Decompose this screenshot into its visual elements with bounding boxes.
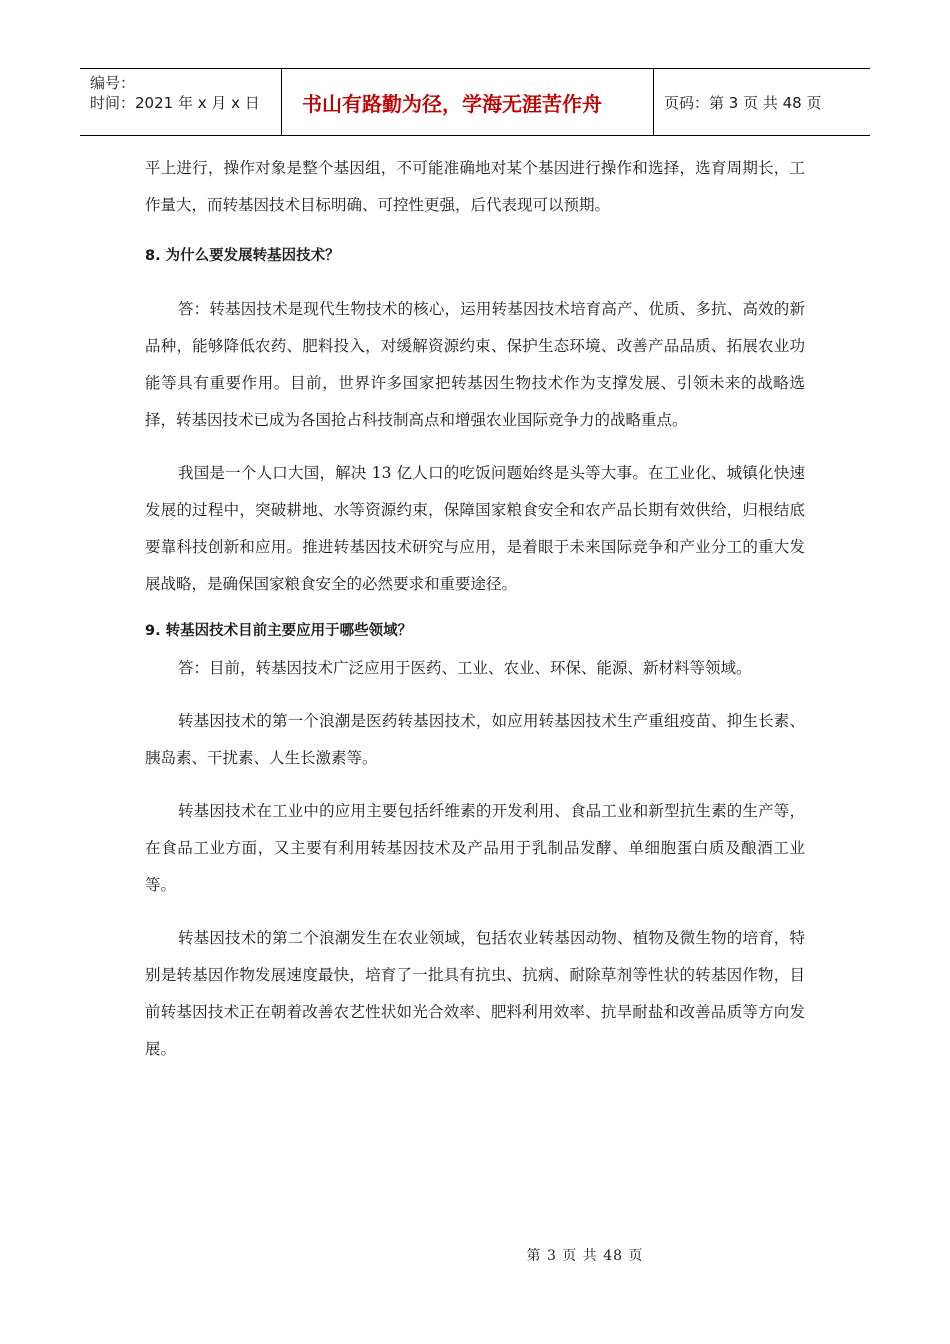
header-motto-cell xyxy=(282,69,654,135)
header-meta-cell xyxy=(80,69,282,135)
page-header xyxy=(80,68,870,136)
question-9-answer-3: 转基因技术在工业中的应用主要包括纤维素的开发利用、食品工业和新型抗生素的生产等，在食品工业方面，又主要有利用转基因技术及产品用于乳制品发酵、单细胞蛋白质及酿酒工业等。 xyxy=(145,802,805,894)
question-9-heading: 9. 转基因技术目前主要应用于哪些领域？ xyxy=(145,623,413,639)
question-9-answer-1: 答：目前，转基因技术广泛应用于医药、工业、农业、环保、能源、新材料等领域。 xyxy=(178,659,752,677)
paragraph-continuation: 平上进行，操作对象是整个基因组，不可能准确地对某个基因进行操作和选择，选育周期长，工作量大，而转基因技术目标明确、可控性更强，后代表现可以预期。 xyxy=(145,159,805,214)
question-8-answer-2: 我国是一个人口大国，解决 13 亿人口的吃饭问题始终是头等大事。在工业化、城镇化快速发展的过程中，突破耕地、水等资源约束，保障国家粮食安全和农产品长期有效供给，归根结底要靠科技创新和应用。推进转基因技术研究与应用，是着眼于未来国际竞争和产业分工的重大发展战略，是确保国家粮食安全的必然要求和重要途径。 xyxy=(145,464,805,593)
question-8-heading: 8. 为什么要发展转基因技术？ xyxy=(145,248,340,264)
question-8-answer-1: 答：转基因技术是现代生物技术的核心，运用转基因技术培育高产、优质、多抗、高效的新品种，能够降低农药、肥料投入，对缓解资源约束、保护生态环境、改善产品品质、拓展农业功能等具有重要作用。目前，世界许多国家把转基因生物技术作为支撑发展、引领未来的战略选择，转基因技术已成为各国抢占科技制高点和增强农业国际竞争力的战略重点。 xyxy=(145,300,805,429)
header-page-info: 页码：第 3 页 共 48 页 xyxy=(664,93,822,112)
header-page-cell xyxy=(654,69,870,135)
document-body xyxy=(145,150,805,1068)
header-motto: 书山有路勤为径，学海无涯苦作舟 xyxy=(302,91,602,116)
footer-page-number: 第 3 页 共 48 页 xyxy=(526,1248,644,1264)
document-number-label: 编号： xyxy=(90,74,136,92)
document-date: 时间：2021 年 x 月 x 日 xyxy=(90,94,260,112)
page-footer xyxy=(0,1245,950,1265)
question-9-answer-2: 转基因技术的第一个浪潮是医药转基因技术，如应用转基因技术生产重组疫苗、抑生长素、胰岛素、干扰素、人生长激素等。 xyxy=(145,712,805,767)
question-9-answer-4: 转基因技术的第二个浪潮发生在农业领域，包括农业转基因动物、植物及微生物的培育，特别是转基因作物发展速度最快，培育了一批具有抗虫、抗病、耐除草剂等性状的转基因作物，目前转基因技术正在朝着改善农艺性状如光合效率、肥料利用效率、抗旱耐盐和改善品质等方向发展。 xyxy=(145,929,805,1058)
